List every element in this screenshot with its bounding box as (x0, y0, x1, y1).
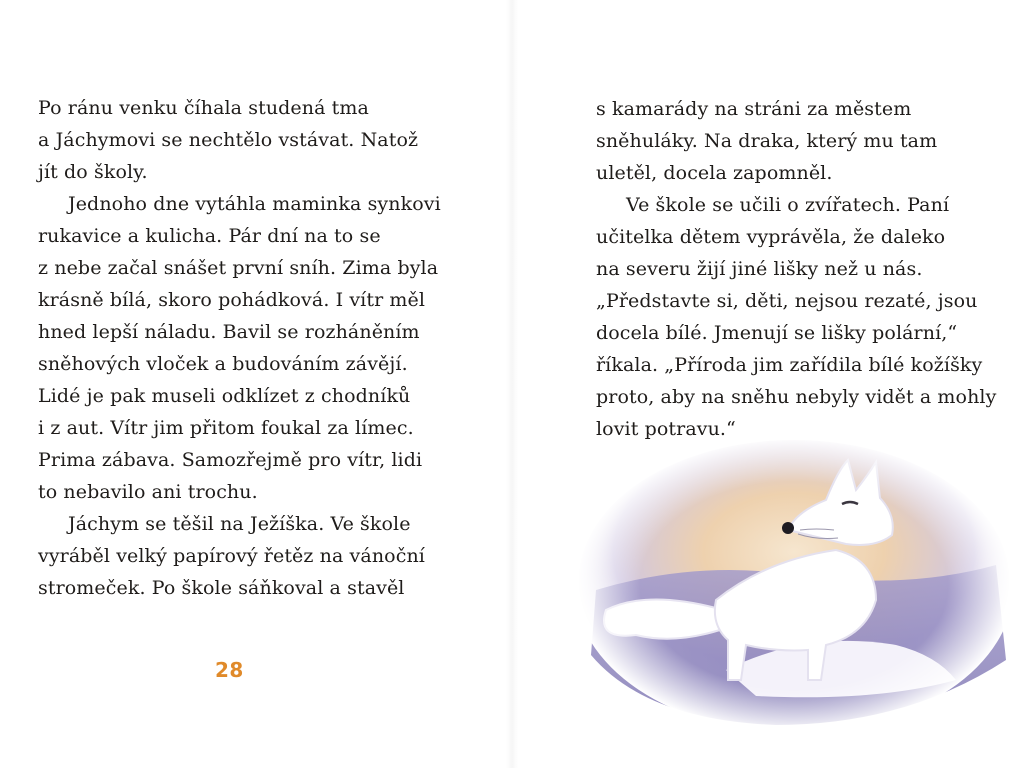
text-line: sněhuláky. Na draka, který mu tam (596, 130, 938, 152)
text-line: „Představte si, děti, nejsou rezaté, jsou (596, 290, 978, 312)
text-line: Jednoho dne vytáhla maminka synkovi (68, 193, 441, 215)
left-page-text (38, 92, 441, 604)
text-line: a Jáchymovi se nechtělo vstávat. Natož (38, 129, 419, 151)
text-line: s kamarády na stráni za městem (596, 98, 912, 120)
text-line: učitelka dětem vyprávěla, že daleko (596, 226, 946, 248)
text-line: hned lepší náladu. Bavil se rozháněním (38, 321, 420, 343)
text-line: na severu žijí jiné lišky než u nás. (596, 258, 923, 280)
text-line: stromeček. Po škole sáňkoval a stavěl (38, 577, 405, 599)
arctic-fox-illustration (576, 440, 1012, 730)
text-line: sněhových vloček a budováním závějí. (38, 353, 408, 375)
text-line: vyráběl velký papírový řetěz na vánoční (38, 545, 425, 567)
text-line: Po ránu venku číhala studená tma (38, 97, 369, 119)
text-line: docela bílé. Jmenují se lišky polární,“ (596, 322, 958, 344)
text-line: z nebe začal snášet první sníh. Zima byla (38, 257, 439, 279)
text-line: Ve škole se učili o zvířatech. Paní (626, 194, 950, 216)
text-line: uletěl, docela zapomněl. (596, 162, 833, 184)
text-line: Lidé je pak museli odklízet z chodníků (38, 385, 411, 407)
text-line: Jáchym se těšil na Ježíška. Ve škole (68, 513, 411, 535)
right-page-text (596, 93, 996, 445)
page-number: 28 (215, 658, 244, 682)
text-line: Prima zábava. Samozřejmě pro vítr, lidi (38, 449, 423, 471)
text-line: rukavice a kulicha. Pár dní na to se (38, 225, 381, 247)
text-line: proto, aby na sněhu nebyly vidět a mohly (596, 386, 997, 408)
text-line: říkala. „Příroda jim zařídila bílé kožíšky (596, 354, 983, 376)
text-line: to nebavilo ani trochu. (38, 481, 258, 503)
text-line: jít do školy. (38, 161, 148, 183)
text-line: i z aut. Vítr jim přitom foukal za límec. (38, 417, 414, 439)
text-line: krásně bílá, skoro pohádková. I vítr měl (38, 289, 426, 311)
illustration-edge-fade (576, 440, 1012, 730)
text-line: lovit potravu.“ (596, 418, 736, 440)
